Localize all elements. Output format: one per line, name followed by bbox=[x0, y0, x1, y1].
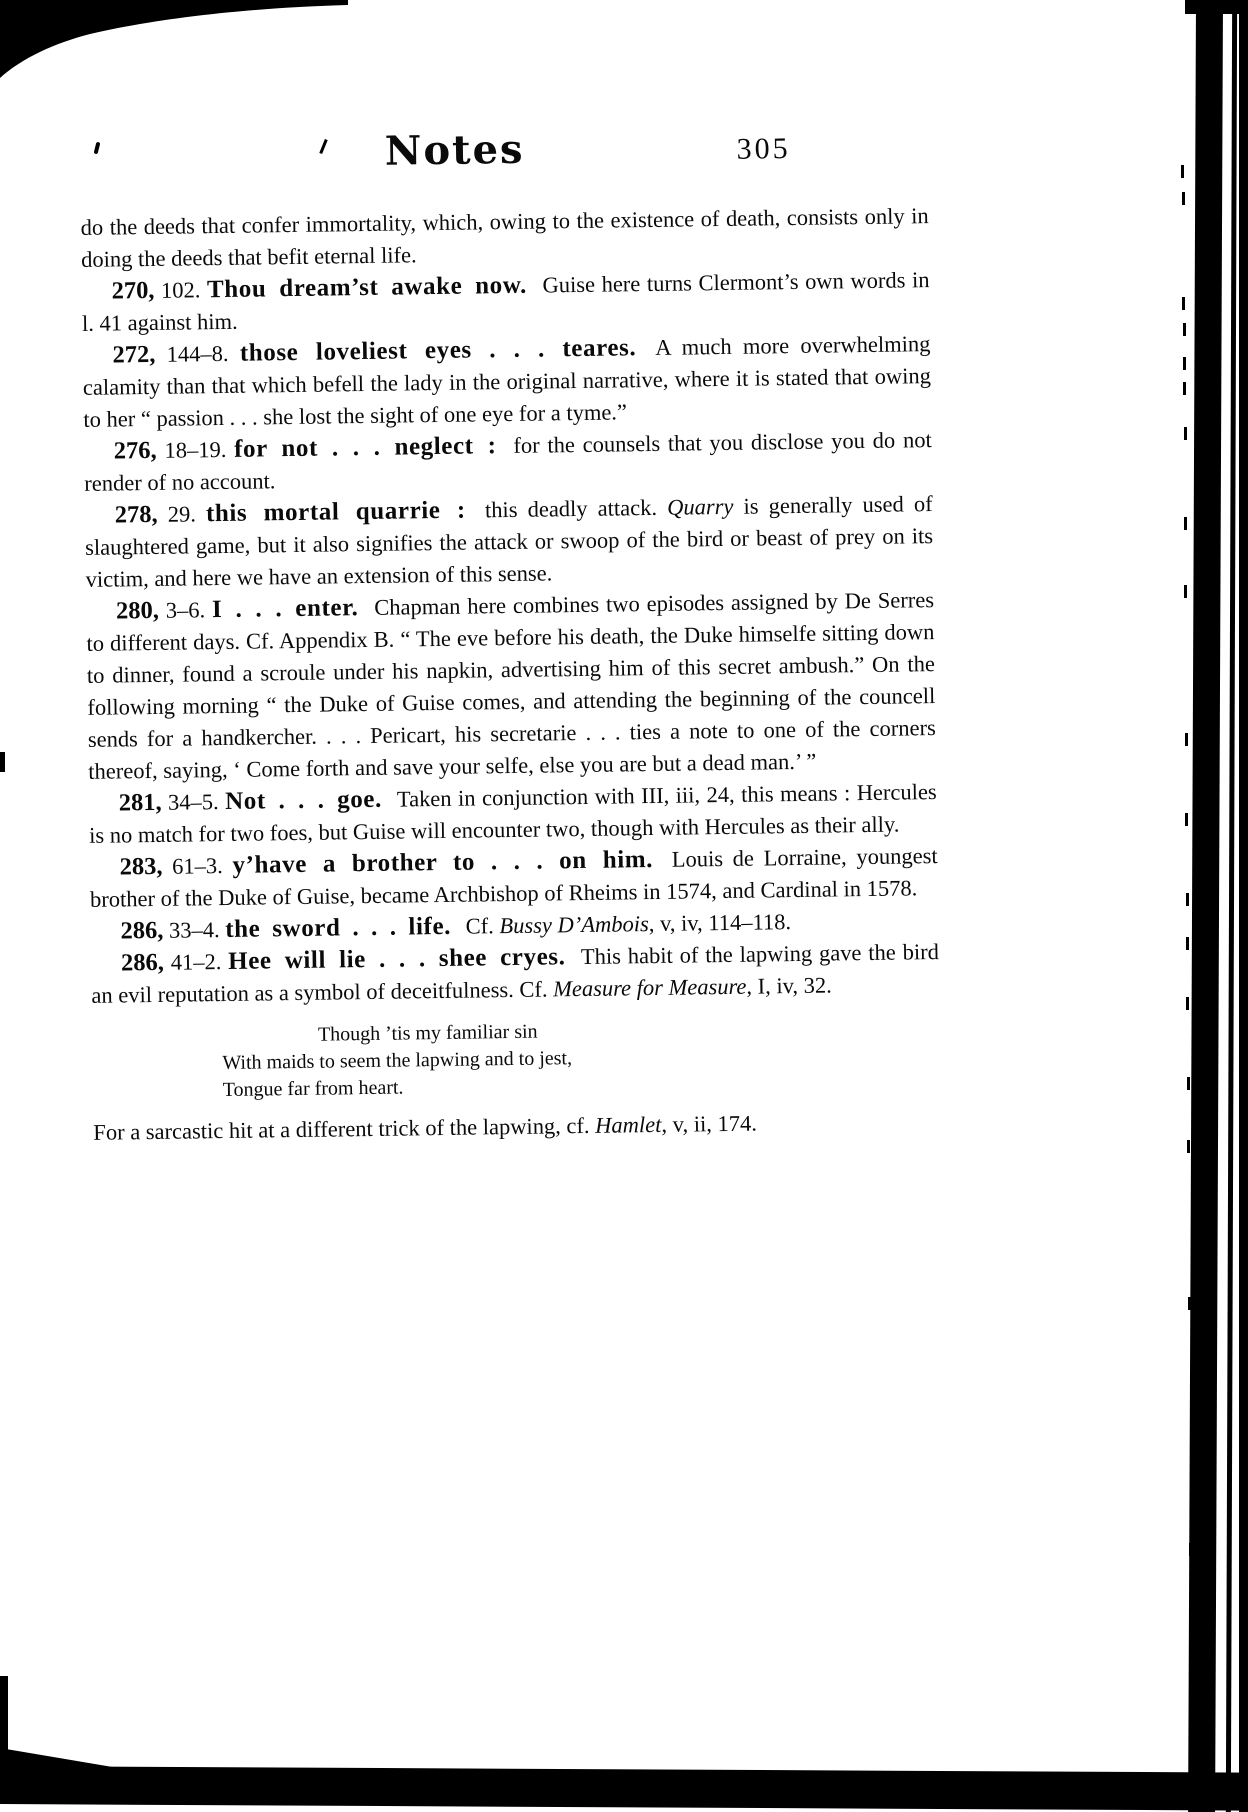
note-page-ref: 270, bbox=[111, 276, 155, 305]
note-281-34-5 bbox=[89, 776, 938, 852]
note-page-ref: 280, bbox=[115, 596, 160, 625]
page-number: 305 bbox=[736, 132, 791, 166]
scan-artifact-tick-marks bbox=[1181, 165, 1184, 178]
verse-quote bbox=[222, 1013, 941, 1104]
note-text: Louis de Lorraine, youngest brother of the Duke of Guise, became Archbishop of Rheims in 1574, and Cardinal in 1578. bbox=[89, 843, 938, 912]
scan-artifact-left-strip bbox=[0, 1676, 8, 1754]
note-page-ref: 286, bbox=[120, 948, 165, 977]
note-line-ref: 18–19. bbox=[164, 436, 227, 463]
note-line-ref: 3–6. bbox=[165, 597, 206, 623]
note-page-ref: 286, bbox=[120, 916, 164, 945]
note-text-tail: , I, iv, 32. bbox=[746, 972, 833, 999]
note-page-ref: 278, bbox=[114, 500, 158, 529]
note-page-ref: 283, bbox=[119, 852, 163, 881]
note-italic: Bussy D’Ambois bbox=[499, 911, 649, 939]
scan-speck bbox=[12, 1752, 18, 1758]
note-text: this deadly attack. bbox=[484, 494, 668, 523]
verse-line: Tongue far from heart. bbox=[222, 1076, 404, 1102]
note-text-tail: is generally used of slaughtered game, but it also signifies the attack or swoop of the bird or beast of prey on its victim, and here we have an extension of this sense. bbox=[84, 491, 934, 592]
running-title: Notes bbox=[384, 125, 525, 175]
note-286-41-2 bbox=[91, 936, 940, 1012]
note-lemma: for not . . . neglect : bbox=[233, 432, 497, 463]
note-280-3-6 bbox=[86, 584, 937, 788]
note-lemma: I . . . enter. bbox=[211, 594, 359, 624]
note-line-ref: 29. bbox=[167, 501, 197, 527]
closing-text: For a sarcastic hit at a different trick of the lapwing, cf. bbox=[93, 1112, 596, 1145]
page-content bbox=[79, 120, 941, 1149]
scan-artifact-right-edge bbox=[1239, 0, 1248, 1812]
note-line-ref: 34–5. bbox=[167, 789, 219, 815]
note-lemma: the sword . . . life. bbox=[225, 912, 452, 943]
note-lemma: Not . . . goe. bbox=[224, 785, 383, 815]
note-270-102 bbox=[81, 264, 930, 340]
note-page-ref: 276, bbox=[113, 436, 157, 465]
scan-artifact-top-left-corner bbox=[0, 0, 352, 80]
paragraph-continuation: do the deeds that confer immortality, which, owing to the existence of death, consists only in doing the deeds that befit eternal life. bbox=[80, 203, 929, 272]
note-text: This habit of the lapwing gave the bird an evil reputation as a symbol of deceitfulness. Cf. bbox=[91, 939, 940, 1008]
page-header bbox=[79, 120, 928, 186]
closing-text-tail: , v, ii, 174. bbox=[661, 1110, 758, 1137]
scan-artifact-bottom-band bbox=[0, 1766, 1248, 1811]
note-lemma: Hee will lie . . . shee cryes. bbox=[228, 943, 566, 975]
note-line-ref: 102. bbox=[160, 277, 201, 303]
closing-paragraph bbox=[93, 1105, 941, 1149]
note-text: Chapman here combines two episodes assigned by De Serres to different days. Cf. Appendix B. “ The eve before his death, the Duke himselfe sitting down to dinner, found a scroule under his napkin, advertising him of this secret ambush.” On the following morning “ the Duke of Guise comes, and attending the beginning of the councell sends for a handkercher. . . . Pericart, his secretarie . . . ties a note to one of the corners thereof, saying, ‘ Come forth and save your selfe, else you are but a dead man.’ ” bbox=[86, 587, 936, 784]
note-lemma: those loveliest eyes . . . teares. bbox=[239, 334, 637, 367]
scan-artifact-left-mark bbox=[0, 752, 5, 772]
note-lemma: y’have a brother to . . . on him. bbox=[232, 846, 654, 879]
note-278-29 bbox=[84, 488, 933, 596]
scan-artifact-right-band-thin bbox=[1226, 0, 1237, 1812]
note-text: Cf. bbox=[465, 913, 500, 939]
verse-line: With maids to seem the lapwing and to jest, bbox=[222, 1047, 573, 1075]
note-page-ref: 272, bbox=[112, 340, 156, 369]
note-283-61-3 bbox=[89, 840, 938, 916]
note-line-ref: 41–2. bbox=[170, 949, 222, 975]
note-line-ref: 144–8. bbox=[166, 340, 229, 367]
note-text-tail: , v, iv, 114–118. bbox=[648, 909, 792, 937]
note-italic: Quarry bbox=[667, 493, 734, 520]
note-text: for the counsels that you disclose you do not render of no account. bbox=[84, 427, 932, 496]
note-italic: Measure for Measure bbox=[552, 973, 747, 1002]
note-text: Taken in conjunction with III, iii, 24, this means : Hercules is no match for two foes, but Guise will encounter two, though with Hercules as their ally. bbox=[89, 779, 937, 848]
note-272-144-8 bbox=[82, 328, 931, 436]
closing-italic: Hamlet bbox=[595, 1111, 662, 1138]
notes-text-block bbox=[80, 200, 941, 1149]
note-276-18-19 bbox=[84, 424, 933, 500]
note-line-ref: 33–4. bbox=[168, 917, 220, 943]
note-line-ref: 61–3. bbox=[172, 853, 223, 879]
scan-artifact-top-right bbox=[1185, 0, 1248, 14]
note-lemma: Thou dream’st awake now. bbox=[206, 271, 528, 304]
note-text: A much more overwhelming calamity than that which befell the lady in the original narrative, where it is stated that owing to her “ passion . . . she lost the sight of one eye for a tyme.” bbox=[82, 331, 932, 432]
scan-artifact-right-band bbox=[1188, 0, 1223, 1812]
verse-line: Though ’tis my familiar sin bbox=[317, 1020, 538, 1046]
note-lemma: this mortal quarrie : bbox=[205, 496, 467, 528]
note-page-ref: 281, bbox=[118, 788, 162, 817]
note-text: Guise here turns Clermont’s own words in l. 41 against him. bbox=[81, 267, 930, 336]
